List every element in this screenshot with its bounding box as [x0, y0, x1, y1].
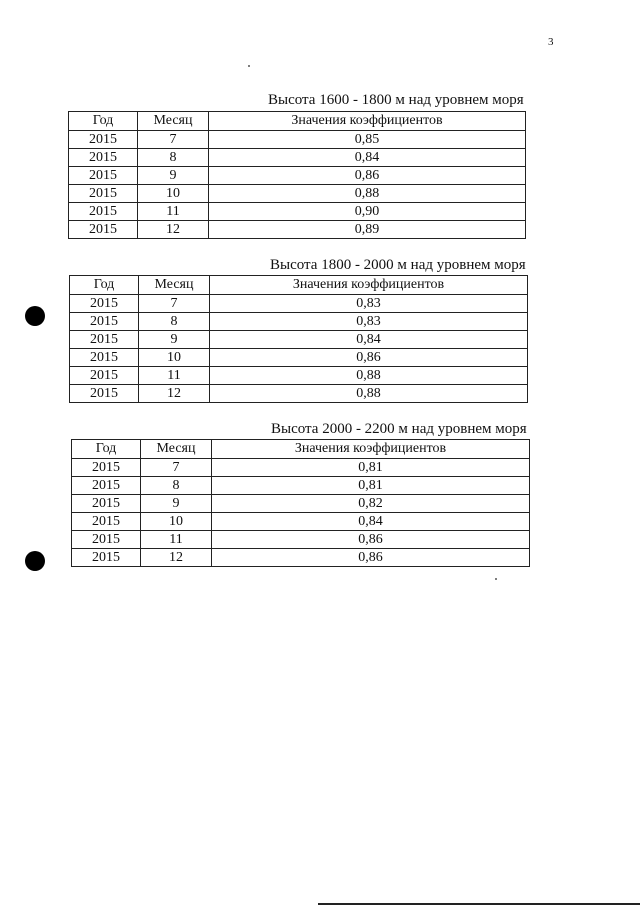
scan-speck — [495, 578, 497, 580]
cell-value: 0,81 — [212, 459, 530, 477]
cell-year: 2015 — [72, 477, 141, 495]
table-row — [72, 477, 530, 495]
scan-speck — [248, 65, 250, 67]
table-row — [72, 513, 530, 531]
table-3-caption: Высота 2000 - 2200 м над уровнем моря — [271, 421, 527, 437]
cell-value: 0,86 — [212, 531, 530, 549]
header-month: Месяц — [139, 276, 210, 295]
table-2-caption: Высота 1800 - 2000 м над уровнем моря — [270, 257, 526, 273]
table-row — [69, 149, 526, 167]
page-number: 3 — [548, 36, 554, 48]
cell-value: 0,86 — [212, 549, 530, 567]
header-month: Месяц — [141, 440, 212, 459]
table-row — [69, 185, 526, 203]
header-month: Месяц — [138, 112, 209, 131]
table-row — [70, 367, 528, 385]
table-header-row — [69, 112, 526, 131]
cell-value: 0,83 — [210, 295, 528, 313]
punch-hole-icon — [25, 551, 45, 571]
table-row — [70, 331, 528, 349]
cell-value: 0,86 — [209, 167, 526, 185]
cell-year: 2015 — [70, 331, 139, 349]
coefficient-table-1 — [68, 111, 526, 239]
cell-year: 2015 — [69, 203, 138, 221]
cell-month: 8 — [138, 149, 209, 167]
cell-month: 11 — [141, 531, 212, 549]
cell-year: 2015 — [69, 185, 138, 203]
cell-month: 8 — [141, 477, 212, 495]
cell-month: 11 — [139, 367, 210, 385]
cell-year: 2015 — [69, 167, 138, 185]
punch-hole-icon — [25, 306, 45, 326]
header-year: Год — [72, 440, 141, 459]
cell-value: 0,84 — [210, 331, 528, 349]
coefficient-table-3 — [71, 439, 530, 567]
cell-month: 10 — [141, 513, 212, 531]
cell-value: 0,81 — [212, 477, 530, 495]
table-row — [69, 221, 526, 239]
table-header-row — [72, 440, 530, 459]
cell-value: 0,84 — [212, 513, 530, 531]
cell-month: 12 — [141, 549, 212, 567]
table-row — [69, 131, 526, 149]
cell-month: 10 — [138, 185, 209, 203]
table-1-caption: Высота 1600 - 1800 м над уровнем моря — [268, 92, 524, 108]
cell-value: 0,84 — [209, 149, 526, 167]
cell-value: 0,85 — [209, 131, 526, 149]
table-row — [72, 495, 530, 513]
cell-year: 2015 — [72, 459, 141, 477]
table-row — [70, 385, 528, 403]
cell-month: 12 — [139, 385, 210, 403]
cell-month: 9 — [139, 331, 210, 349]
cell-value: 0,83 — [210, 313, 528, 331]
table-row — [69, 203, 526, 221]
cell-month: 9 — [138, 167, 209, 185]
cell-year: 2015 — [72, 531, 141, 549]
cell-year: 2015 — [72, 513, 141, 531]
cell-month: 9 — [141, 495, 212, 513]
cell-value: 0,89 — [209, 221, 526, 239]
cell-year: 2015 — [69, 221, 138, 239]
cell-year: 2015 — [72, 495, 141, 513]
table-row — [70, 349, 528, 367]
cell-value: 0,88 — [209, 185, 526, 203]
cell-year: 2015 — [70, 313, 139, 331]
cell-year: 2015 — [72, 549, 141, 567]
cell-month: 11 — [138, 203, 209, 221]
header-value: Значения коэффициентов — [209, 112, 526, 131]
cell-month: 7 — [139, 295, 210, 313]
header-year: Год — [69, 112, 138, 131]
cell-year: 2015 — [70, 385, 139, 403]
cell-year: 2015 — [70, 367, 139, 385]
cell-month: 7 — [141, 459, 212, 477]
table-header-row — [70, 276, 528, 295]
cell-value: 0,82 — [212, 495, 530, 513]
table-row — [69, 167, 526, 185]
table-row — [70, 295, 528, 313]
cell-month: 7 — [138, 131, 209, 149]
header-year: Год — [70, 276, 139, 295]
header-value: Значения коэффициентов — [212, 440, 530, 459]
table-row — [72, 549, 530, 567]
header-value: Значения коэффициентов — [210, 276, 528, 295]
cell-value: 0,88 — [210, 385, 528, 403]
table-row — [70, 313, 528, 331]
cell-year: 2015 — [69, 131, 138, 149]
cell-year: 2015 — [69, 149, 138, 167]
cell-value: 0,88 — [210, 367, 528, 385]
cell-year: 2015 — [70, 349, 139, 367]
cell-month: 8 — [139, 313, 210, 331]
table-row — [72, 531, 530, 549]
cell-year: 2015 — [70, 295, 139, 313]
coefficient-table-2 — [69, 275, 528, 403]
cell-value: 0,86 — [210, 349, 528, 367]
cell-value: 0,90 — [209, 203, 526, 221]
cell-month: 10 — [139, 349, 210, 367]
table-row — [72, 459, 530, 477]
cell-month: 12 — [138, 221, 209, 239]
